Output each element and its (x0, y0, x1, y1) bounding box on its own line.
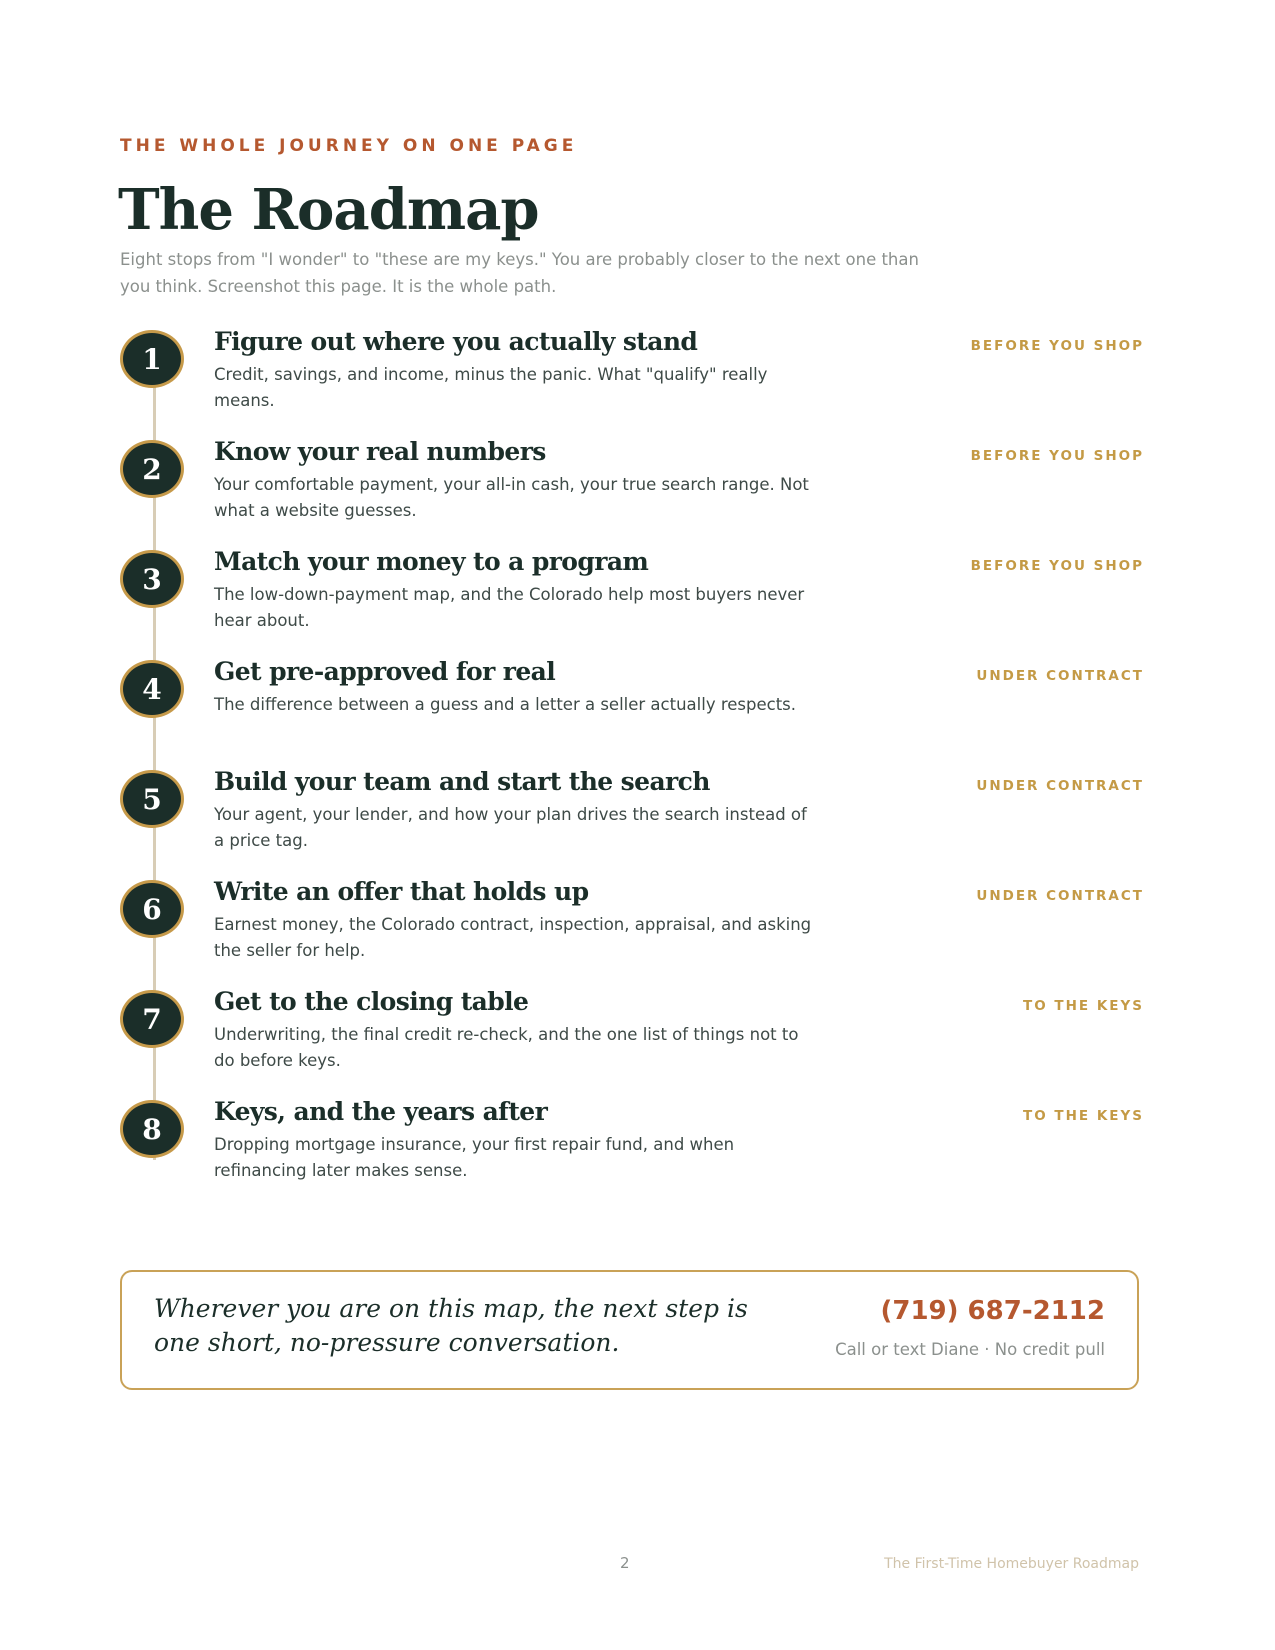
page-title: The Roadmap (118, 177, 539, 243)
step-description: Your comfortable payment, your all-in cash, your true search range. Not what a website guesses. (214, 475, 809, 520)
roadmap-step (0, 877, 1275, 990)
phone-number-link[interactable]: (719) 687-2112 (880, 1296, 1105, 1326)
step-description: Dropping mortgage insurance, your first repair fund, and when refinancing later makes sense. (214, 1135, 735, 1180)
cta-quote: Wherever you are on this map, the next step is one short, no-pressure conversation. (154, 1294, 748, 1357)
step-phase-label: TO THE KEYS (1023, 998, 1144, 1014)
step-number-badge: 5 (120, 770, 184, 828)
roadmap-step (0, 327, 1275, 440)
roadmap-step (0, 1097, 1275, 1210)
roadmap-step (0, 767, 1275, 880)
eyebrow-label: THE WHOLE JOURNEY ON ONE PAGE (120, 136, 578, 156)
contact-note: Call or text Diane · No credit pull (835, 1340, 1105, 1359)
footer-doc-title: The First-Time Homebuyer Roadmap (884, 1556, 1139, 1572)
step-phase-label: UNDER CONTRACT (976, 778, 1144, 794)
step-description: Credit, savings, and income, minus the panic. What "qualify" really means. (214, 365, 768, 410)
step-title: Write an offer that holds up (214, 877, 589, 906)
cta-box (120, 1270, 1139, 1390)
intro-paragraph: Eight stops from "I wonder" to "these are my keys." You are probably closer to the next one than you think. Screenshot this page. It is the whole path. (120, 250, 919, 296)
step-description: Your agent, your lender, and how your plan drives the search instead of a price tag. (214, 805, 807, 850)
step-description: Earnest money, the Colorado contract, inspection, appraisal, and asking the seller for help. (214, 915, 812, 960)
step-number-badge: 1 (120, 330, 184, 388)
step-title: Know your real numbers (214, 437, 546, 466)
step-phase-label: BEFORE YOU SHOP (970, 558, 1144, 574)
roadmap-step (0, 547, 1275, 660)
step-title: Figure out where you actually stand (214, 327, 698, 356)
step-phase-label: BEFORE YOU SHOP (970, 448, 1144, 464)
step-number-badge: 4 (120, 660, 184, 718)
step-phase-label: UNDER CONTRACT (976, 888, 1144, 904)
step-number-badge: 7 (120, 990, 184, 1048)
step-title: Build your team and start the search (214, 767, 710, 796)
step-phase-label: TO THE KEYS (1023, 1108, 1144, 1124)
step-phase-label: UNDER CONTRACT (976, 668, 1144, 684)
step-number-badge: 6 (120, 880, 184, 938)
step-title: Keys, and the years after (214, 1097, 548, 1126)
step-title: Get to the closing table (214, 987, 529, 1016)
step-phase-label: BEFORE YOU SHOP (970, 338, 1144, 354)
step-number-badge: 3 (120, 550, 184, 608)
step-title: Match your money to a program (214, 547, 649, 576)
step-number-badge: 8 (120, 1100, 184, 1158)
step-description: Underwriting, the final credit re-check, and the one list of things not to do before keys. (214, 1025, 799, 1070)
roadmap-step (0, 987, 1275, 1100)
step-title: Get pre-approved for real (214, 657, 556, 686)
step-description: The low-down-payment map, and the Colorado help most buyers never hear about. (214, 585, 805, 630)
roadmap-step (0, 437, 1275, 550)
step-description: The difference between a guess and a letter a seller actually respects. (214, 695, 797, 714)
page-number: 2 (620, 1554, 630, 1572)
roadmap-step (0, 657, 1275, 770)
step-number-badge: 2 (120, 440, 184, 498)
